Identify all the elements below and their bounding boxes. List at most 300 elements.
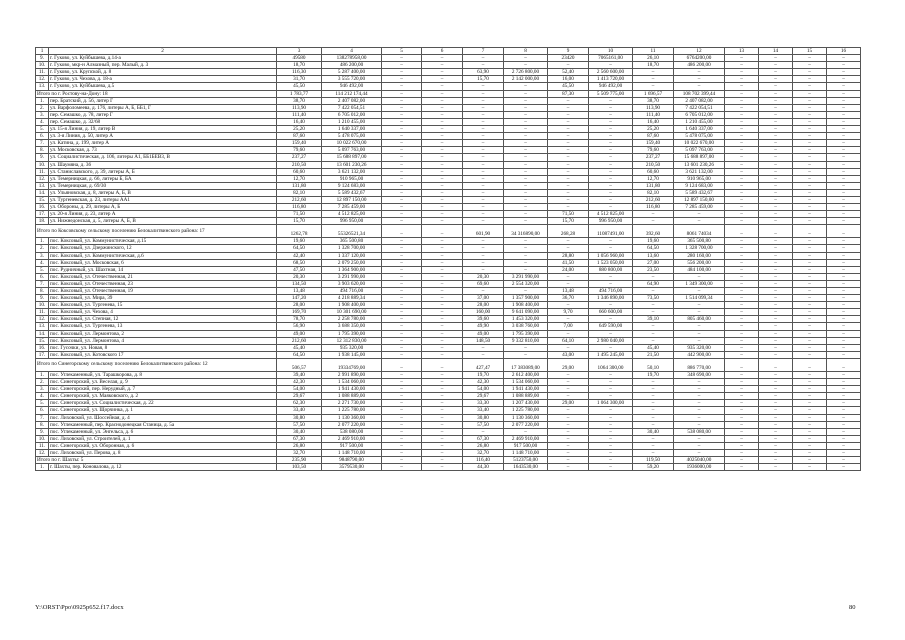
row-number: 15. <box>36 196 49 203</box>
table-row <box>36 189 861 196</box>
value-cell: – <box>382 266 422 273</box>
value-cell: – <box>759 83 793 90</box>
subtotal-label: Итого по Коксовскому сельскому поселению Белокалитвинского района: 17 <box>36 225 277 238</box>
table-row <box>36 400 861 407</box>
value-cell: – <box>422 182 463 189</box>
value-cell: – <box>827 266 861 273</box>
value-cell: – <box>725 393 759 400</box>
value-cell: – <box>589 330 633 337</box>
value-cell: – <box>463 245 504 252</box>
value-cell: 3 688 350,00 <box>322 323 382 330</box>
table-row <box>36 104 861 111</box>
value-cell: – <box>827 175 861 182</box>
value-cell: – <box>725 55 759 62</box>
value-cell: – <box>759 330 793 337</box>
value-cell: 42,30 <box>277 379 322 386</box>
value-cell: – <box>725 126 759 133</box>
value-cell: – <box>674 76 725 83</box>
value-cell: 64,50 <box>633 245 674 252</box>
value-cell: 935 320,00 <box>322 344 382 351</box>
value-cell: 15,70 <box>463 76 504 83</box>
value-cell: – <box>504 259 548 266</box>
value-cell: 45,50 <box>277 83 322 90</box>
row-number: 10. <box>36 62 49 69</box>
value-cell: – <box>463 351 504 358</box>
value-cell: – <box>589 421 633 428</box>
row-number: 8. <box>36 421 49 428</box>
value-cell: – <box>382 111 422 118</box>
value-cell: – <box>422 118 463 125</box>
value-cell: 910 965,00 <box>322 175 382 182</box>
value-cell: – <box>422 337 463 344</box>
value-cell: – <box>422 407 463 414</box>
address-cell: пос. Коксовый, ул. Тургенева, 13 <box>49 323 277 330</box>
value-cell: – <box>827 211 861 218</box>
subtotal-value: – <box>382 457 422 464</box>
value-cell: – <box>759 266 793 273</box>
value-cell: 60,60 <box>633 168 674 175</box>
value-cell: 3 291 990,00 <box>504 273 548 280</box>
value-cell: – <box>633 76 674 83</box>
value-cell: – <box>589 147 633 154</box>
subtotal-value: 392,60 <box>633 225 674 238</box>
value-cell: – <box>793 161 827 168</box>
value-cell: 486 200,00 <box>322 62 382 69</box>
address-cell: ул. 20-я Линия, д. 23, литер А <box>49 211 277 218</box>
value-cell: – <box>759 386 793 393</box>
value-cell: – <box>382 344 422 351</box>
value-cell: – <box>674 83 725 90</box>
value-cell: 538 080,00 <box>674 428 725 435</box>
value-cell: – <box>674 386 725 393</box>
value-cell: – <box>827 337 861 344</box>
value-cell: 1 225 780,00 <box>322 407 382 414</box>
value-cell: 67,30 <box>463 435 504 442</box>
value-cell: 1 795 390,00 <box>322 330 382 337</box>
value-cell: 29,00 <box>548 400 589 407</box>
value-cell: – <box>504 133 548 140</box>
address-cell: пос. Синегорский, ул. Веселая, д. 9 <box>49 379 277 386</box>
value-cell: – <box>382 316 422 323</box>
value-cell: 212,60 <box>277 196 322 203</box>
value-cell: – <box>793 218 827 225</box>
value-cell: – <box>589 273 633 280</box>
value-cell: – <box>504 175 548 182</box>
table-row <box>36 147 861 154</box>
value-cell: 64,50 <box>277 351 322 358</box>
table-row <box>36 344 861 351</box>
value-cell: – <box>382 323 422 330</box>
value-cell: – <box>827 245 861 252</box>
value-cell: – <box>504 204 548 211</box>
value-cell: – <box>725 83 759 90</box>
address-cell: пос. Синегорский, ул. Социалистическая, д. 22 <box>49 400 277 407</box>
value-cell: – <box>463 126 504 133</box>
value-cell: – <box>674 414 725 421</box>
value-cell: – <box>759 62 793 69</box>
address-cell: пос. Коксовый, ул. Лермонтова, 2 <box>49 330 277 337</box>
value-cell: – <box>548 168 589 175</box>
value-cell: – <box>759 259 793 266</box>
value-cell: – <box>382 182 422 189</box>
value-cell: 1 938 145,00 <box>322 351 382 358</box>
table-row <box>36 379 861 386</box>
value-cell: 2 612 400,00 <box>504 371 548 378</box>
value-cell: – <box>827 218 861 225</box>
value-cell: 45,50 <box>548 83 589 90</box>
value-cell: 19,60 <box>633 238 674 245</box>
value-cell: – <box>422 421 463 428</box>
value-cell: – <box>422 302 463 309</box>
row-number: 7. <box>36 280 49 287</box>
value-cell: – <box>759 464 793 471</box>
column-number: 16 <box>827 48 861 55</box>
value-cell: – <box>759 211 793 218</box>
value-cell: 69,60 <box>463 280 504 287</box>
value-cell: – <box>422 309 463 316</box>
value-cell: – <box>422 252 463 259</box>
subtotal-value: – <box>759 90 793 97</box>
value-cell: 3 555 720,00 <box>322 76 382 83</box>
address-cell: пер. Братский, д. 56, литер Г <box>49 97 277 104</box>
value-cell: 26,80 <box>277 442 322 449</box>
value-cell: 54,00 <box>277 386 322 393</box>
value-cell: – <box>759 218 793 225</box>
value-cell: – <box>725 302 759 309</box>
value-cell: 12 897 150,00 <box>322 196 382 203</box>
value-cell: – <box>422 386 463 393</box>
value-cell: – <box>422 238 463 245</box>
value-cell: 365 500,80 <box>322 238 382 245</box>
value-cell: 39,40 <box>277 371 322 378</box>
value-cell: – <box>759 182 793 189</box>
row-number: 4. <box>36 118 49 125</box>
value-cell: 2 407 082,00 <box>674 97 725 104</box>
value-cell: – <box>548 428 589 435</box>
value-cell: 5 287 400,00 <box>322 69 382 76</box>
subtotal-value: 19334769,00 <box>322 358 382 371</box>
value-cell: – <box>725 371 759 378</box>
value-cell: 29,67 <box>277 393 322 400</box>
value-cell: – <box>674 302 725 309</box>
value-cell: – <box>759 400 793 407</box>
value-cell: – <box>382 371 422 378</box>
subtotal-value: – <box>504 90 548 97</box>
subtotal-value: – <box>725 90 759 97</box>
subtotal-value: – <box>382 90 422 97</box>
address-cell: ул. Московская, д. 73 <box>49 147 277 154</box>
value-cell: 15 688 897,00 <box>322 154 382 161</box>
value-cell: 49,90 <box>463 323 504 330</box>
table-row <box>36 83 861 90</box>
value-cell: – <box>382 393 422 400</box>
value-cell: – <box>725 351 759 358</box>
value-cell: 42,40 <box>277 252 322 259</box>
row-number: 11. <box>36 442 49 449</box>
row-number: 12. <box>36 175 49 182</box>
value-cell: – <box>589 449 633 456</box>
value-cell: 212,60 <box>277 337 322 344</box>
table-row <box>36 211 861 218</box>
value-cell: 1 064 300,00 <box>589 400 633 407</box>
value-cell: – <box>827 161 861 168</box>
value-cell: – <box>725 280 759 287</box>
value-cell: – <box>759 442 793 449</box>
value-cell: – <box>827 464 861 471</box>
row-number: 3. <box>36 111 49 118</box>
subtotal-value: 29,00 <box>548 358 589 371</box>
value-cell: 19,70 <box>463 371 504 378</box>
value-cell: – <box>827 147 861 154</box>
value-cell: – <box>759 302 793 309</box>
value-cell: – <box>633 309 674 316</box>
value-cell: 33,30 <box>463 400 504 407</box>
address-cell: г. Шахты, пер. Коновалова, д. 12 <box>49 464 277 471</box>
value-cell: – <box>382 407 422 414</box>
value-cell: – <box>504 211 548 218</box>
value-cell: – <box>548 111 589 118</box>
subtotal-value: – <box>793 225 827 238</box>
value-cell: – <box>504 111 548 118</box>
value-cell: 9 641 090,00 <box>504 309 548 316</box>
subtotal-value: 11087491,00 <box>589 225 633 238</box>
value-cell: – <box>463 168 504 175</box>
value-cell: – <box>589 302 633 309</box>
row-number: 12. <box>36 316 49 323</box>
value-cell: – <box>548 449 589 456</box>
value-cell: – <box>793 97 827 104</box>
row-number: 3. <box>36 252 49 259</box>
value-cell: – <box>382 259 422 266</box>
value-cell: – <box>725 407 759 414</box>
value-cell: 1 346 890,00 <box>589 295 633 302</box>
value-cell: – <box>674 337 725 344</box>
address-cell: пос. Лиховской, ул. Шоссейная, д. 4 <box>49 414 277 421</box>
table-row <box>36 435 861 442</box>
address-cell: г. Гуково, ул. Крупской, д. 8 <box>49 69 277 76</box>
value-cell: – <box>633 393 674 400</box>
value-cell: – <box>422 168 463 175</box>
value-cell: – <box>793 111 827 118</box>
value-cell: 16,00 <box>548 76 589 83</box>
value-cell: 44,30 <box>463 464 504 471</box>
value-cell: 1 908 400,00 <box>504 302 548 309</box>
value-cell: – <box>827 69 861 76</box>
value-cell: 60,60 <box>277 168 322 175</box>
value-cell: 23,50 <box>633 266 674 273</box>
value-cell: – <box>633 421 674 428</box>
value-cell: 1 328 700,00 <box>322 245 382 252</box>
value-cell: 2 469 910,00 <box>322 435 382 442</box>
row-number: 11. <box>36 309 49 316</box>
table-row <box>36 218 861 225</box>
value-cell: – <box>827 323 861 330</box>
value-cell: – <box>504 126 548 133</box>
value-cell: – <box>793 204 827 211</box>
value-cell: – <box>382 414 422 421</box>
value-cell: 28,00 <box>463 302 504 309</box>
value-cell: 486 200,00 <box>674 62 725 69</box>
value-cell: – <box>759 371 793 378</box>
value-cell: 87,60 <box>633 133 674 140</box>
subtotal-value: – <box>422 358 463 371</box>
row-number: 17. <box>36 211 49 218</box>
subtotal-value: 55326521,34 <box>322 225 382 238</box>
value-cell: – <box>504 238 548 245</box>
value-cell: 917 500,00 <box>322 442 382 449</box>
value-cell: 1 088 889,00 <box>322 393 382 400</box>
column-number: 7 <box>463 48 504 55</box>
value-cell: 4 512 825,00 <box>589 211 633 218</box>
value-cell: – <box>422 154 463 161</box>
subtotal-value: – <box>422 90 463 97</box>
value-cell: 26,10 <box>633 55 674 62</box>
row-number: 9. <box>36 295 49 302</box>
value-cell: – <box>793 464 827 471</box>
value-cell: – <box>422 344 463 351</box>
value-cell: – <box>725 316 759 323</box>
value-cell: – <box>463 189 504 196</box>
subtotal-label: Итого по Синегорскому сельскому поселению Белокалитвинского района: 12 <box>36 358 277 371</box>
value-cell: – <box>827 76 861 83</box>
value-cell: – <box>382 435 422 442</box>
value-cell: 1 337 120,00 <box>322 252 382 259</box>
value-cell: 160,00 <box>463 309 504 316</box>
value-cell: 6 705 012,00 <box>674 111 725 118</box>
address-cell: ул. Тургеневская, д. 23, литеры АА1 <box>49 196 277 203</box>
value-cell: – <box>759 126 793 133</box>
value-cell: 538 080,00 <box>322 428 382 435</box>
value-cell: – <box>827 273 861 280</box>
value-cell: 12 312 830,00 <box>322 337 382 344</box>
value-cell: – <box>463 344 504 351</box>
value-cell: 4 512 825,00 <box>322 211 382 218</box>
value-cell: 10 022 670,00 <box>322 140 382 147</box>
value-cell: 6 705 012,00 <box>322 111 382 118</box>
value-cell: – <box>793 393 827 400</box>
value-cell: – <box>548 379 589 386</box>
subtotal-value: – <box>827 457 861 464</box>
row-number: 6. <box>36 273 49 280</box>
address-cell: ул. Катина, д. 199, литер А <box>49 140 277 147</box>
value-cell: – <box>725 386 759 393</box>
value-cell: – <box>674 211 725 218</box>
value-cell: – <box>725 175 759 182</box>
subtotal-value: 5123750,00 <box>504 457 548 464</box>
subtotal-value: 427,47 <box>463 358 504 371</box>
value-cell: – <box>422 218 463 225</box>
value-cell: 1 207 430,00 <box>504 400 548 407</box>
value-cell: 5 097 763,00 <box>674 147 725 154</box>
subtotal-row <box>36 358 861 371</box>
value-cell: – <box>793 126 827 133</box>
value-cell: – <box>382 337 422 344</box>
value-cell: – <box>633 302 674 309</box>
value-cell: – <box>793 62 827 69</box>
table-row <box>36 182 861 189</box>
value-cell: – <box>793 379 827 386</box>
value-cell: 82,10 <box>633 189 674 196</box>
table-row <box>36 168 861 175</box>
table-row <box>36 464 861 471</box>
value-cell: 38,70 <box>633 97 674 104</box>
value-cell: – <box>589 154 633 161</box>
value-cell: 2 271 730,00 <box>322 400 382 407</box>
table-row <box>36 302 861 309</box>
value-cell: – <box>589 62 633 69</box>
value-cell: – <box>463 118 504 125</box>
value-cell: 47,50 <box>277 266 322 273</box>
value-cell: – <box>793 435 827 442</box>
value-cell: – <box>548 464 589 471</box>
subtotal-label: Итого по г. Шахты: 5 <box>36 457 277 464</box>
value-cell: – <box>759 204 793 211</box>
value-cell: – <box>463 154 504 161</box>
value-cell: – <box>504 182 548 189</box>
value-cell: – <box>725 266 759 273</box>
value-cell: – <box>504 62 548 69</box>
value-cell: – <box>422 330 463 337</box>
row-number: 4. <box>36 259 49 266</box>
value-cell: – <box>382 442 422 449</box>
value-cell: – <box>548 414 589 421</box>
value-cell: – <box>759 323 793 330</box>
subtotal-value: 34 316890,00 <box>504 225 548 238</box>
value-cell: – <box>793 414 827 421</box>
value-cell: – <box>504 154 548 161</box>
value-cell: – <box>793 288 827 295</box>
value-cell: 73,50 <box>633 295 674 302</box>
address-cell: пос. Коксовый, ул. Тургенева, 15 <box>49 302 277 309</box>
value-cell: – <box>827 344 861 351</box>
subtotal-value: – <box>422 225 463 238</box>
value-cell: – <box>382 428 422 435</box>
value-cell: – <box>589 104 633 111</box>
value-cell: – <box>793 442 827 449</box>
value-cell: 660 600,00 <box>589 309 633 316</box>
value-cell: 111,40 <box>277 111 322 118</box>
value-cell: – <box>422 442 463 449</box>
subtotal-value: 268,28 <box>548 225 589 238</box>
value-cell: – <box>422 400 463 407</box>
value-cell: – <box>504 147 548 154</box>
value-cell: 1 640 337,00 <box>322 126 382 133</box>
value-cell: – <box>633 83 674 90</box>
value-cell: – <box>504 104 548 111</box>
value-cell: – <box>382 154 422 161</box>
value-cell: – <box>827 55 861 62</box>
value-cell: 79,60 <box>633 147 674 154</box>
subtotal-value: – <box>793 358 827 371</box>
value-cell: – <box>548 442 589 449</box>
value-cell: – <box>589 182 633 189</box>
table-row <box>36 351 861 358</box>
value-cell: – <box>463 428 504 435</box>
table-row <box>36 196 861 203</box>
value-cell: – <box>725 147 759 154</box>
address-cell: ул. Ульяновская, д. 8, литеры А, Б, В <box>49 189 277 196</box>
value-cell: – <box>504 428 548 435</box>
address-cell: пос. Коксовый, ул. Дзержинского, 12 <box>49 245 277 252</box>
value-cell: – <box>422 245 463 252</box>
value-cell: – <box>589 371 633 378</box>
value-cell: 45,40 <box>277 344 322 351</box>
subtotal-value: 235,90 <box>277 457 322 464</box>
value-cell: – <box>725 400 759 407</box>
table-row <box>36 386 861 393</box>
row-number: 9. <box>36 428 49 435</box>
value-cell: 649 590,00 <box>589 323 633 330</box>
